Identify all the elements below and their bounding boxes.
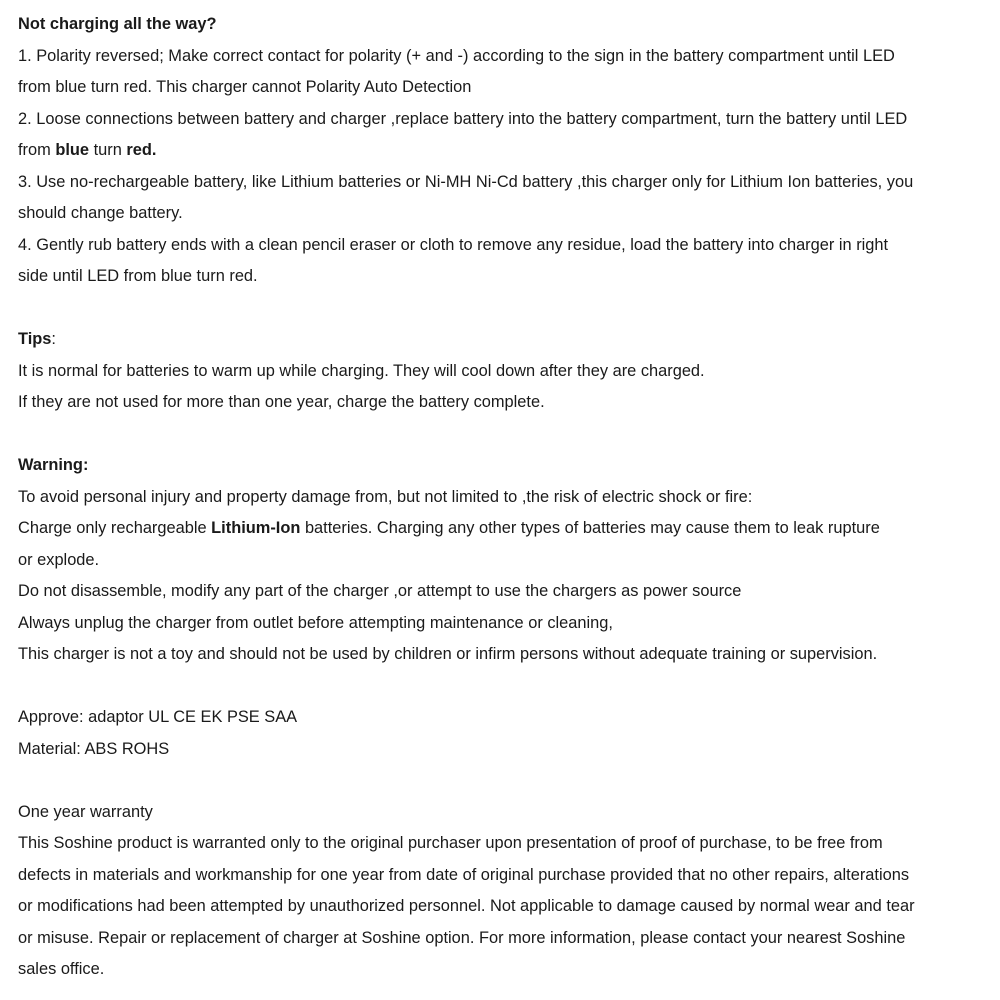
spacer <box>18 765 988 797</box>
product-description <box>18 9 988 986</box>
charging-item-4-line-1: 4. Gently rub battery ends with a clean pencil eraser or cloth to remove any residue, load the battery into charger in right <box>18 235 889 254</box>
charging-item-2-from: from <box>18 141 56 159</box>
tips-heading: Tips <box>18 330 52 348</box>
charging-item-3-line-1: 3. Use no-rechargeable battery, like Lithium batteries or Ni-MH Ni-Cd battery ,this charger only for Lithium Ion batteries, you <box>18 172 914 191</box>
approve-line: Approve: adaptor UL CE EK PSE SAA <box>18 708 298 726</box>
warning-line-3: or explode. <box>18 550 100 569</box>
warranty-heading: One year warranty <box>18 802 153 821</box>
tips-section <box>18 324 988 419</box>
charging-item-2-turn: turn <box>89 141 127 159</box>
charging-item-1-line-1: 1. Polarity reversed; Make correct contact for polarity (+ and -) according to the sign in the battery compartment until LED <box>18 46 895 65</box>
charging-item-2-line-1: 2. Loose connections between battery and charger ,replace battery into the battery compartment, turn the battery until LED <box>18 109 908 128</box>
warning-line-6: This charger is not a toy and should not be used by children or infirm persons without adequate training or supervision. <box>18 645 878 663</box>
charging-item-2-line-2 <box>18 135 988 167</box>
warning-line-5: Always unplug the charger from outlet before attempting maintenance or cleaning, <box>18 613 613 632</box>
warning-section <box>18 450 988 671</box>
tips-heading-colon: : <box>51 330 56 348</box>
charging-item-2-blue: blue <box>55 141 90 159</box>
specs-section <box>18 702 988 765</box>
tips-line-2: If they are not used for more than one year, charge the battery complete. <box>18 393 545 411</box>
charging-troubleshooting-section <box>18 9 988 293</box>
tips-heading-line <box>18 324 988 356</box>
tips-line-1: It is normal for batteries to warm up while charging. They will cool down after they are charged. <box>18 361 705 380</box>
warranty-section <box>18 797 988 986</box>
warranty-line-3: or modifications had been attempted by unauthorized personnel. Not applicable to damage caused by normal wear and tear <box>18 897 915 915</box>
warranty-line-4: or misuse. Repair or replacement of charger at Soshine option. For more information, please contact your nearest Soshine <box>18 928 906 947</box>
charging-item-1-line-2: from blue turn red. This charger cannot Polarity Auto Detection <box>18 78 472 96</box>
charging-item-4-line-2: side until LED from blue turn red. <box>18 267 258 285</box>
warning-line-2-post: batteries. Charging any other types of batteries may cause them to leak rupture <box>300 519 880 537</box>
charging-item-2-red: red. <box>126 141 157 159</box>
warranty-line-2: defects in materials and workmanship for one year from date of original purchase provided that no other repairs, alterations <box>18 865 910 884</box>
spacer <box>18 671 988 703</box>
charging-item-3-line-2: should change battery. <box>18 204 183 222</box>
warranty-line-5: sales office. <box>18 960 105 978</box>
charging-heading: Not charging all the way? <box>18 15 217 33</box>
warning-line-2-pre: Charge only rechargeable <box>18 519 212 537</box>
material-line: Material: ABS ROHS <box>18 739 170 758</box>
warning-heading: Warning: <box>18 456 89 474</box>
spacer <box>18 419 988 451</box>
warranty-line-1: This Soshine product is warranted only to the original purchaser upon presentation of proof of purchase, to be free from <box>18 834 883 852</box>
warning-line-1: To avoid personal injury and property damage from, but not limited to ,the risk of electric shock or fire: <box>18 487 753 506</box>
warning-line-2 <box>18 513 988 545</box>
warning-lithium-ion: Lithium-Ion <box>211 519 301 537</box>
warning-line-4: Do not disassemble, modify any part of the charger ,or attempt to use the chargers as power source <box>18 582 742 600</box>
spacer <box>18 293 988 325</box>
